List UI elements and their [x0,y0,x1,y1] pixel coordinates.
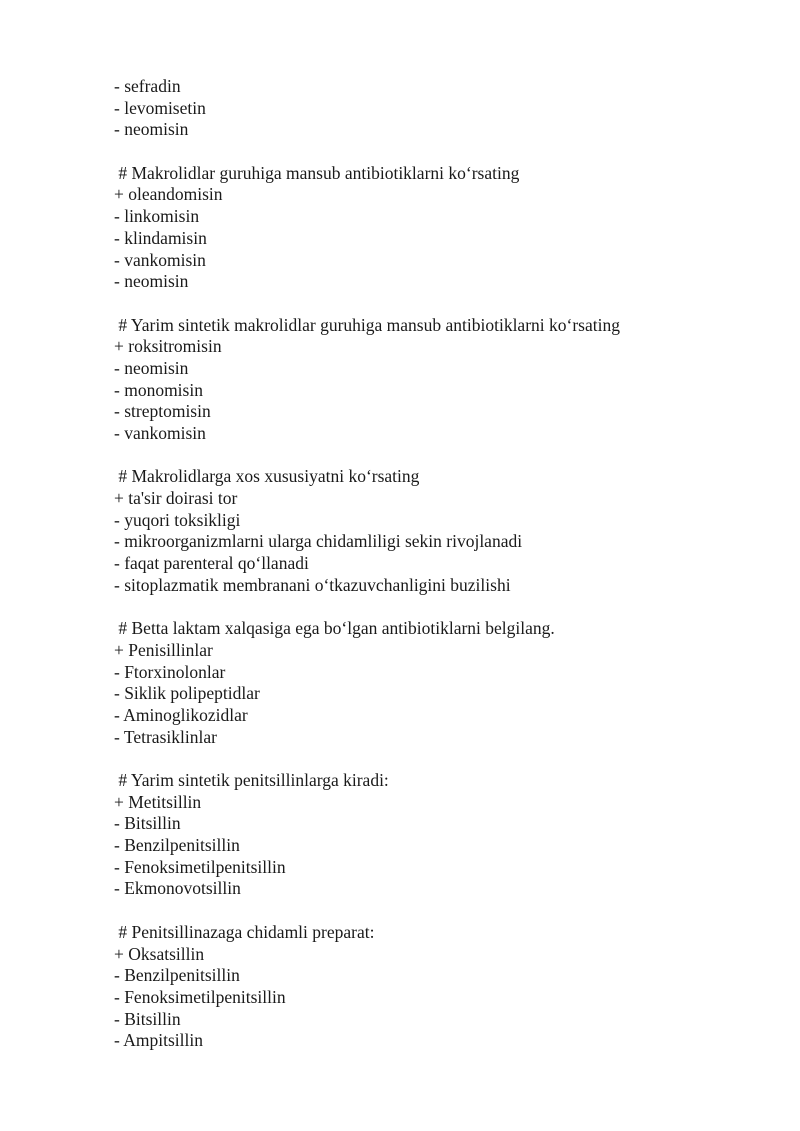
answer-option: - neomisin [114,357,189,378]
answer-option: - Benzilpenitsillin [114,965,240,986]
answer-option: - Ftorxinolonlar [114,661,226,682]
answer-option: - monomisin [114,379,203,400]
question-block [114,315,754,445]
answer-option: - yuqori toksikligi [114,509,241,530]
answer-option: - levomisetin [114,97,206,118]
answer-option: - Fenoksimetilpenitsillin [114,986,286,1007]
document-content [114,76,754,1052]
answer-option: + roksitromisin [114,336,222,357]
answer-option: + ta'sir doirasi tor [114,488,238,509]
question-text: # Makrolidlarga xos xususiyatni ko‘rsating [114,466,420,487]
question-text: # Penitsillinazaga chidamli preparat: [114,921,375,942]
answer-option: + oleandomisin [114,184,223,205]
answer-option: - neomisin [114,119,189,140]
answer-option: - faqat parenteral qo‘llanadi [114,553,309,574]
answer-option: - Bitsillin [114,1008,181,1029]
answer-option: - sefradin [114,76,181,96]
question-text: # Makrolidlar guruhiga mansub antibiotiklarni ko‘rsating [114,162,520,183]
answer-option: - mikroorganizmlarni ularga chidamliligi sekin rivojlanadi [114,531,523,552]
question-text: # Yarim sintetik makrolidlar guruhiga mansub antibiotiklarni ko‘rsating [114,314,620,335]
answer-option: - klindamisin [114,227,207,248]
answer-option: - Aminoglikozidlar [114,704,248,725]
question-block [114,163,754,293]
question-block [114,466,754,596]
answer-option: - neomisin [114,271,189,292]
answer-option: - Benzilpenitsillin [114,835,240,856]
answer-option: - vankomisin [114,423,206,443]
answer-option: - Ampitsillin [114,1030,203,1051]
answer-option: + Oksatsillin [114,943,205,964]
answer-option: + Penisillinlar [114,639,213,660]
lead-answer-list [114,76,754,141]
answer-option: - Fenoksimetilpenitsillin [114,856,286,877]
question-text: # Betta laktam xalqasiga ega bo‘lgan antibiotiklarni belgilang. [114,618,555,639]
answer-option: - Bitsillin [114,813,181,834]
answer-option: - Tetrasiklinlar [114,726,217,747]
question-block [114,618,754,748]
answer-option: - streptomisin [114,401,211,422]
answer-option: - sitoplazmatik membranani o‘tkazuvchanligini buzilishi [114,574,511,595]
answer-option: - linkomisin [114,206,200,227]
answer-option: + Metitsillin [114,791,202,812]
question-text: # Yarim sintetik penitsillinlarga kiradi: [114,770,389,790]
answer-option: - vankomisin [114,249,206,270]
question-block [114,922,754,1052]
question-block [114,770,754,900]
answer-option: - Siklik polipeptidlar [114,683,260,704]
answer-option: - Ekmonovotsillin [114,878,241,899]
